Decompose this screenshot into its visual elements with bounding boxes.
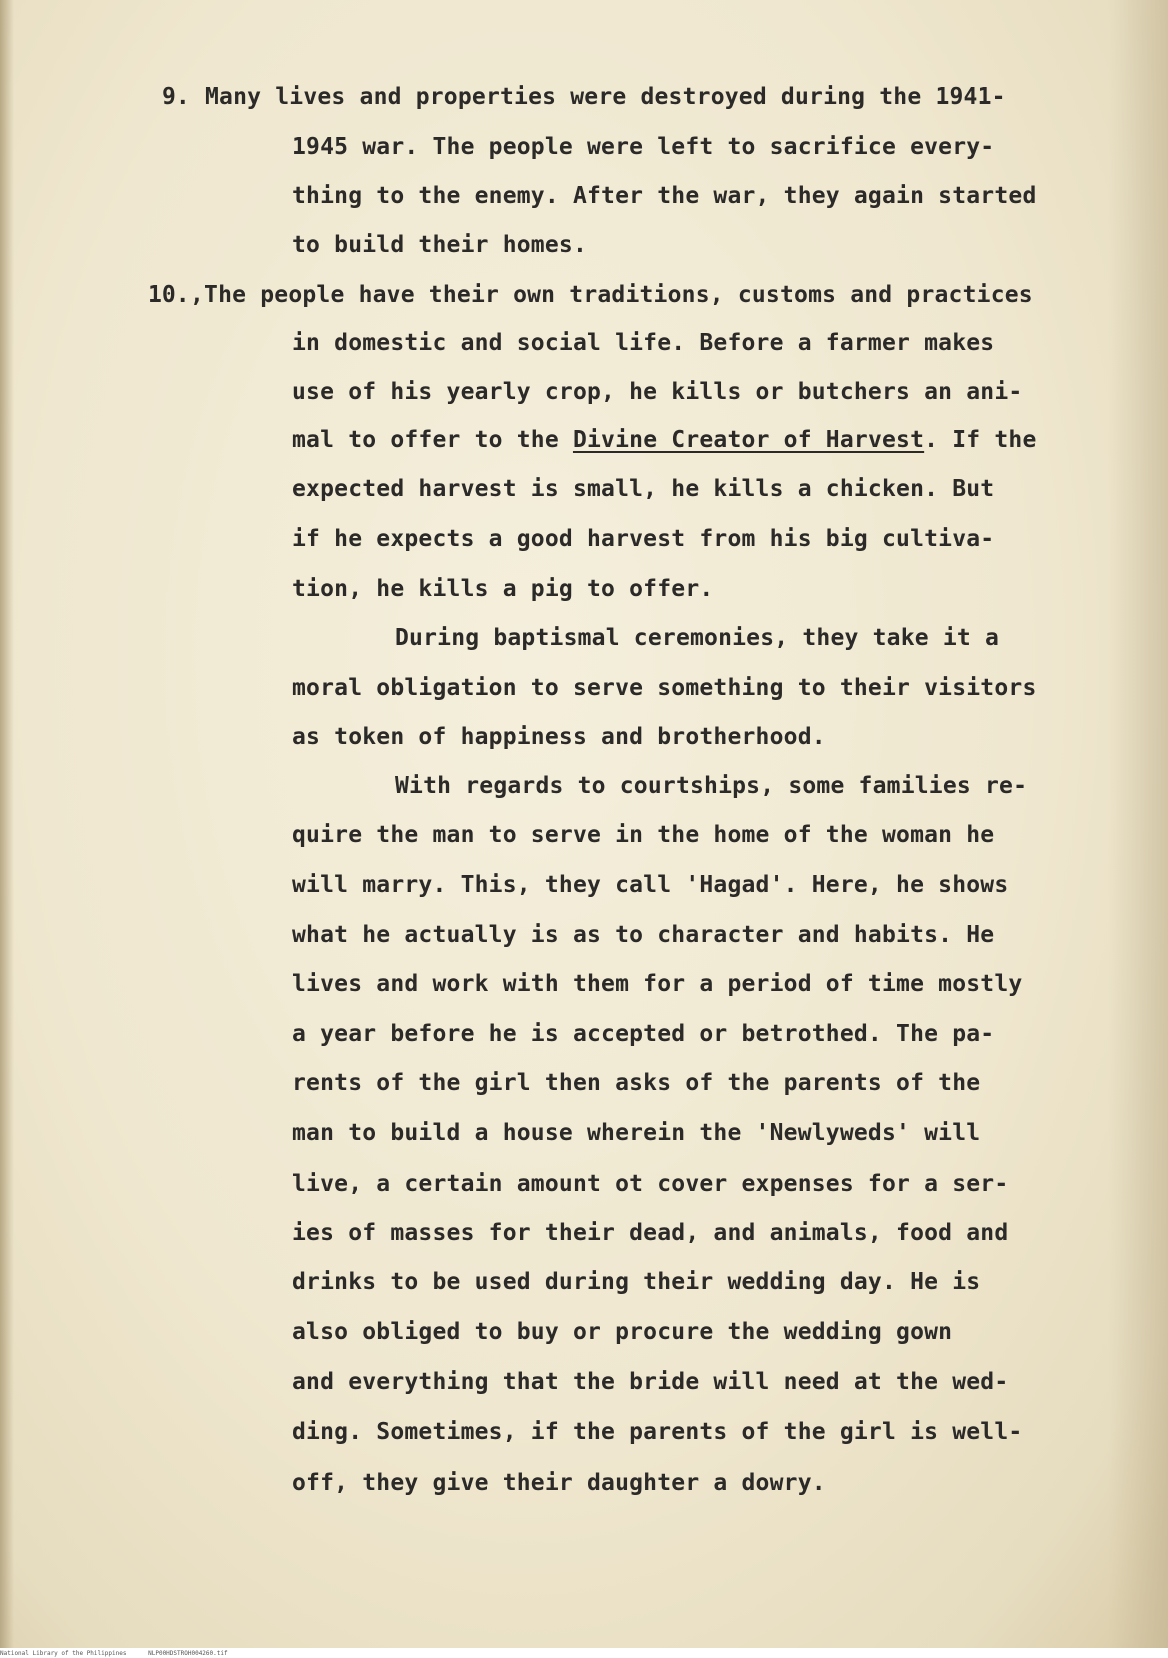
item-10-line-7: tion, he kills a pig to offer. [292,576,714,602]
item-10-line-4 [292,427,1037,453]
item-10-line-3: use of his yearly crop, he kills or butchers an ani- [292,379,1023,405]
baptism-line-2: moral obligation to serve something to their visitors [292,675,1037,701]
courtship-line-3: will marry. This, they call 'Hagad'. Here, he shows [292,872,1009,898]
courtship-line-10: ies of masses for their dead, and animals, food and [292,1220,1009,1246]
courtship-line-13: and everything that the bride will need at the wed- [292,1369,1009,1395]
courtship-line-8: man to build a house wherein the 'Newlyweds' will [292,1120,981,1146]
item-10-line-1: ,The people have their own traditions, customs and practices [190,282,1033,308]
baptism-line-1: During baptismal ceremonies, they take it a [395,625,1000,651]
footer-file-id: NLP00HDSTROH004260.tif [148,1650,228,1657]
scan-footer [0,1650,1168,1658]
courtship-line-9: live, a certain amount ot cover expenses for a ser- [292,1171,1009,1197]
divine-creator-underlined: Divine Creator of Harvest [572,427,925,453]
item-10-line-6: if he expects a good harvest from his big cultiva- [292,526,995,552]
courtship-line-4: what he actually is as to character and habits. He [292,922,995,948]
courtship-line-11: drinks to be used during their wedding day. He is [292,1269,981,1295]
courtship-line-2: quire the man to serve in the home of the woman he [292,822,995,848]
courtship-line-14: ding. Sometimes, if the parents of the girl is well- [292,1419,1023,1445]
courtship-line-6: a year before he is accepted or betrothed. The pa- [292,1021,995,1047]
item-9-line-2: 1945 war. The people were left to sacrifice every- [292,134,995,160]
courtship-line-7: rents of the girl then asks of the parents of the [292,1070,981,1096]
baptism-line-3: as token of happiness and brotherhood. [292,724,826,750]
courtship-line-12: also obliged to buy or procure the wedding gown [292,1319,953,1345]
courtship-line-5: lives and work with them for a period of time mostly [292,971,1023,997]
item-10-number: 10. [148,282,190,308]
item-9-line-1: Many lives and properties were destroyed during the 1941- [205,84,1006,110]
item-10-line-4-text: mal to offer to the [292,427,573,453]
item-10-line-4-tail: . If the [924,427,1037,453]
courtship-line-15: off, they give their daughter a dowry. [292,1470,826,1496]
item-10-line-5: expected harvest is small, he kills a chicken. But [292,476,995,502]
item-9-line-4: to build their homes. [292,232,587,258]
courtship-line-1: With regards to courtships, some families re- [395,773,1028,799]
item-9-line-3: thing to the enemy. After the war, they again started [292,183,1037,209]
item-9-number: 9. [162,84,190,110]
item-10-line-2: in domestic and social life. Before a farmer makes [292,330,995,356]
footer-library: National Library of the Philippines [0,1650,127,1657]
